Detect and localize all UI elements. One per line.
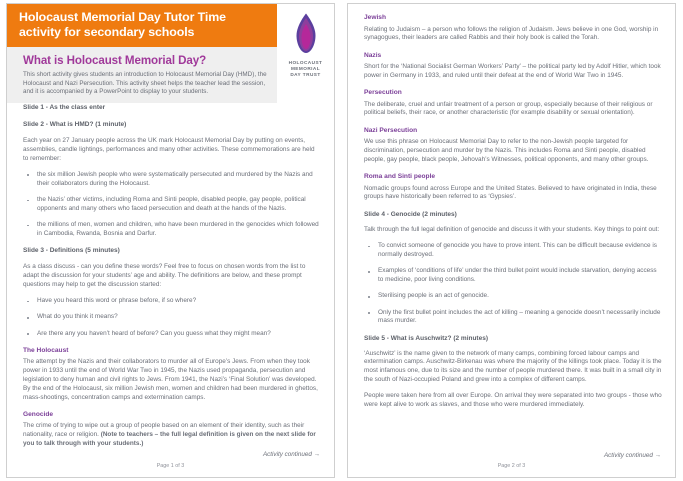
hmd-logo	[277, 4, 334, 95]
term-persecution-heading: Persecution	[364, 89, 402, 97]
term-genocide-heading: Genocide	[23, 410, 54, 418]
list-item: Sterilising people is an act of genocide.	[364, 292, 662, 301]
term-holocaust-heading: The Holocaust	[23, 346, 69, 354]
slide-3-heading: Slide 3 - Definitions (5 minutes)	[23, 247, 120, 255]
term-holocaust-text: The attempt by the Nazis and their collaborators to murder all of Europe’s Jews. From when they took power in 1933 until the end of World War Two in 1945, the Nazis used propaganda, persecution and legislation to deny human and civil rights to Jews. From 1941, the Nazi’s ‘Final Solution’ was developed. By the end of the Holocaust, six million Jewish men, women and children had been murdered in ghettos, mass-shootings, concentration camps and extermination camps.	[23, 358, 318, 401]
logo-line-1: HOLOCAUST	[288, 60, 323, 65]
term-nazis-text: Short for the ‘National Socialist German Workers’ Party’ – the political party led by Adolf Hitler, which took power in Germany in 1933, and ruled until their defeat at the end of World War Two in 1945.	[364, 63, 661, 79]
slide-4-intro: Talk through the full legal definition of genocide and discuss it with your students. Key things to point out:	[364, 225, 660, 233]
list-item: Only the first bullet point includes the act of killing – meaning a genocide doesn’t necessarily include mass murder.	[364, 309, 662, 327]
flame-icon	[293, 13, 319, 54]
term-genocide-text-plain: The crime of trying to wipe out a group of people based on an element of their identity, such as their nationality, race or religion.	[23, 422, 305, 439]
list-item: Are there any you haven’t heard of before? Can you guess what they might mean?	[23, 330, 321, 339]
list-item: To convict someone of genocide you have to prove intent. This can be difficult because evidence is normally destroyed.	[364, 242, 662, 260]
term-jewish-text: Relating to Judaism – a person who follows the religion of Judaism. Jews believe in one God, worship in synagogues, their leaders are called Rabbis and their holy book is called the Torah.	[364, 25, 659, 42]
list-item: Have you heard this word or phrase before, if so where?	[23, 297, 321, 306]
activity-continued-label: Activity continued →	[603, 452, 661, 459]
intro-heading: What is Holocaust Memorial Day?	[23, 54, 207, 67]
header-text-column	[7, 4, 277, 95]
logo-line-2: MEMORIAL	[290, 66, 321, 72]
logo-line-3: DAY TRUST	[290, 72, 321, 78]
page-2-footer	[348, 451, 675, 469]
list-item: What do you think it means?	[23, 313, 321, 322]
slide-2-bullet-list	[23, 171, 321, 239]
term-nazis-heading: Nazis	[364, 51, 382, 59]
list-item: the Nazis’ other victims, including Roma and Sinti people, disabled people, gay people, political opponents and many others who faced persecution and death at the hands of the Nazis.	[23, 196, 321, 214]
document-title: Holocaust Memorial Day Tutor Time activity for secondary schools	[7, 4, 277, 47]
list-item: Examples of ‘conditions of life’ under the third bullet point would include starvation, denying access to medicine, poor living conditions.	[364, 267, 662, 285]
slide-5-paragraph-2: People were taken here from all over Europe. On arrival they were separated into two groups - those who were kept alive to work as slaves, and those who were murdered immediately.	[364, 392, 662, 409]
intro-paragraph: This short activity gives students an introduction to Holocaust Memorial Day (HMD), the Holocaust and Nazi Persecution. This activity sheet helps the teacher lead the session, and it is accompanied by a PowerPoint to display to your students.	[23, 71, 267, 96]
slide-5-heading: Slide 5 - What is Auschwitz? (2 minutes)	[364, 334, 488, 342]
sheet-header	[7, 4, 334, 95]
slide-5-paragraph-1: ‘Auschwitz’ is the name given to the network of many camps, combining forced labour camps and extermination camps. Auschwitz-Birkenau was where the majority of the killings took place. Today it is the most infamous one, due to its size and the number of people murdered there. It was built in a small city in the south of Nazi-occupied Poland and grew into a complex of different camps.	[364, 349, 662, 384]
slide-3-bullet-list	[23, 297, 321, 338]
term-jewish-heading: Jewish	[364, 14, 386, 21]
slide-4-bullet-list	[364, 242, 662, 326]
term-persecution-text: The deliberate, cruel and unfair treatment of a person or group, especially because of their religious or political beliefs, their race, or another characteristic (for example disability or sexual orientation).	[364, 100, 653, 117]
term-roma-sinti-text: Nomadic groups found across Europe and the United States. Believed to have originated in India, these groups have historically been referred to as ‘Gypsies’.	[364, 184, 657, 201]
intro-section	[7, 47, 277, 103]
list-item: the six million Jewish people who were systematically persecuted and murdered by the Nazis and their collaborators during the Holocaust.	[23, 171, 321, 189]
page-1-footer	[7, 451, 334, 469]
term-genocide-note: (Note to teachers – the full legal definition is given on the next slide for you to talk through with your students.)	[23, 431, 316, 448]
page-1	[6, 3, 335, 478]
activity-continued-label: Activity continued →	[262, 451, 320, 458]
term-nazi-persecution-text: We use this phrase on Holocaust Memorial Day to refer to the non-Jewish people targeted for discrimination, persecution and murder by the Nazis. This includes Roma and Sinti people, disabled people, gay people, black people, Jehovah’s Witnesses, political opponents, and many other groups.	[364, 138, 649, 163]
page-2	[347, 3, 676, 478]
term-genocide-text	[23, 422, 321, 448]
slide-2-heading: Slide 2 - What is HMD? (1 minute)	[23, 121, 127, 128]
term-nazi-persecution-heading: Nazi Persecution	[364, 126, 418, 134]
slide-3-intro: As a class discuss - can you define these words? Feel free to focus on chosen words from the list to adapt the discussion for your students’ age and ability. The definitions are below, and these prompt questions may help to get the discussion started:	[23, 263, 306, 288]
slide-2-intro: Each year on 27 January people across the UK mark Holocaust Memorial Day by putting on events, assemblies, candle lightings, performances and many other activities. These commemorations are held to remember:	[23, 137, 315, 162]
page-number: Page 1 of 3	[156, 463, 185, 469]
slide-1-heading: Slide 1 - As the class enter	[23, 104, 106, 111]
logo-wordmark	[289, 60, 323, 78]
page-number: Page 2 of 3	[497, 463, 526, 469]
page-2-content	[348, 4, 675, 410]
slide-4-heading: Slide 4 - Genocide (2 minutes)	[364, 210, 457, 218]
term-roma-sinti-heading: Roma and Sinti people	[364, 173, 436, 181]
page-1-content	[7, 95, 334, 449]
list-item: the millions of men, women and children, who have been murdered in the genocides which followed in Cambodia, Rwanda, Bosnia and Darfur.	[23, 221, 321, 239]
